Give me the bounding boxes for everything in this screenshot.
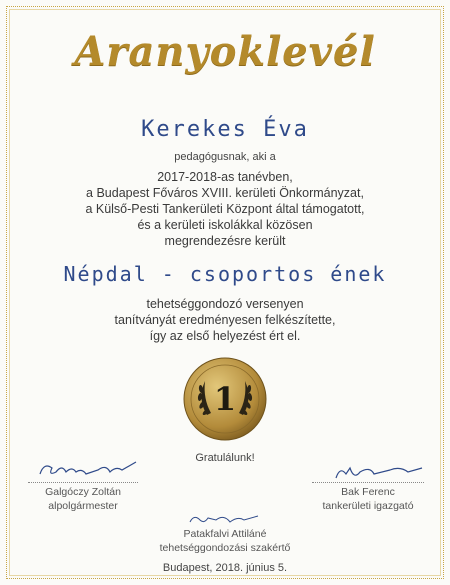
signatory-center-name: Patakfalvi Attiláné <box>183 528 267 540</box>
result-line-3: így az első helyezést ért el. <box>149 329 301 343</box>
recipient-name: Kerekes Éva <box>141 117 309 142</box>
signature-right <box>330 460 430 484</box>
signature-left <box>36 456 146 482</box>
body-line-3: a Külső-Pesti Tankerületi Központ által támogatott, <box>85 202 365 216</box>
body-line-2: a Budapest Főváros XVIII. kerületi Önkormányzat, <box>86 186 364 200</box>
body-line-5: megrendezésre került <box>164 234 286 248</box>
certificate-title: Aranyoklevél <box>74 28 376 75</box>
role-line: pedagógusnak, aki a <box>174 151 276 163</box>
medal-number: 1 <box>213 380 237 418</box>
signatory-right-title: tankerületi igazgató <box>322 500 414 512</box>
signatory-right <box>312 482 424 513</box>
first-place-medal <box>183 357 267 441</box>
event-name: Népdal - csoportos ének <box>63 262 387 286</box>
signatory-left-name: Galgóczy Zoltán <box>45 486 121 498</box>
signature-center <box>186 510 266 528</box>
result-line-1: tehetséggondozó versenyen <box>146 297 304 311</box>
place-date: Budapest, 2018. június 5. <box>162 562 288 574</box>
signature-line-right <box>312 482 424 483</box>
signatory-left <box>28 482 138 513</box>
signatory-center-title: tehetséggondozási szakértő <box>159 542 291 554</box>
body-line-1: 2017-2018-as tanévben, <box>157 170 293 184</box>
signatory-center <box>145 527 305 555</box>
signatory-right-name: Bak Ferenc <box>341 486 395 498</box>
body-line-4: és a kerületi iskolákkal közösen <box>137 218 313 232</box>
signatory-left-title: alpolgármester <box>48 500 118 512</box>
signature-line-left <box>28 482 138 483</box>
congratulations: Gratulálunk! <box>195 452 255 464</box>
result-line-2: tanítványát eredményesen felkészítette, <box>114 313 336 327</box>
